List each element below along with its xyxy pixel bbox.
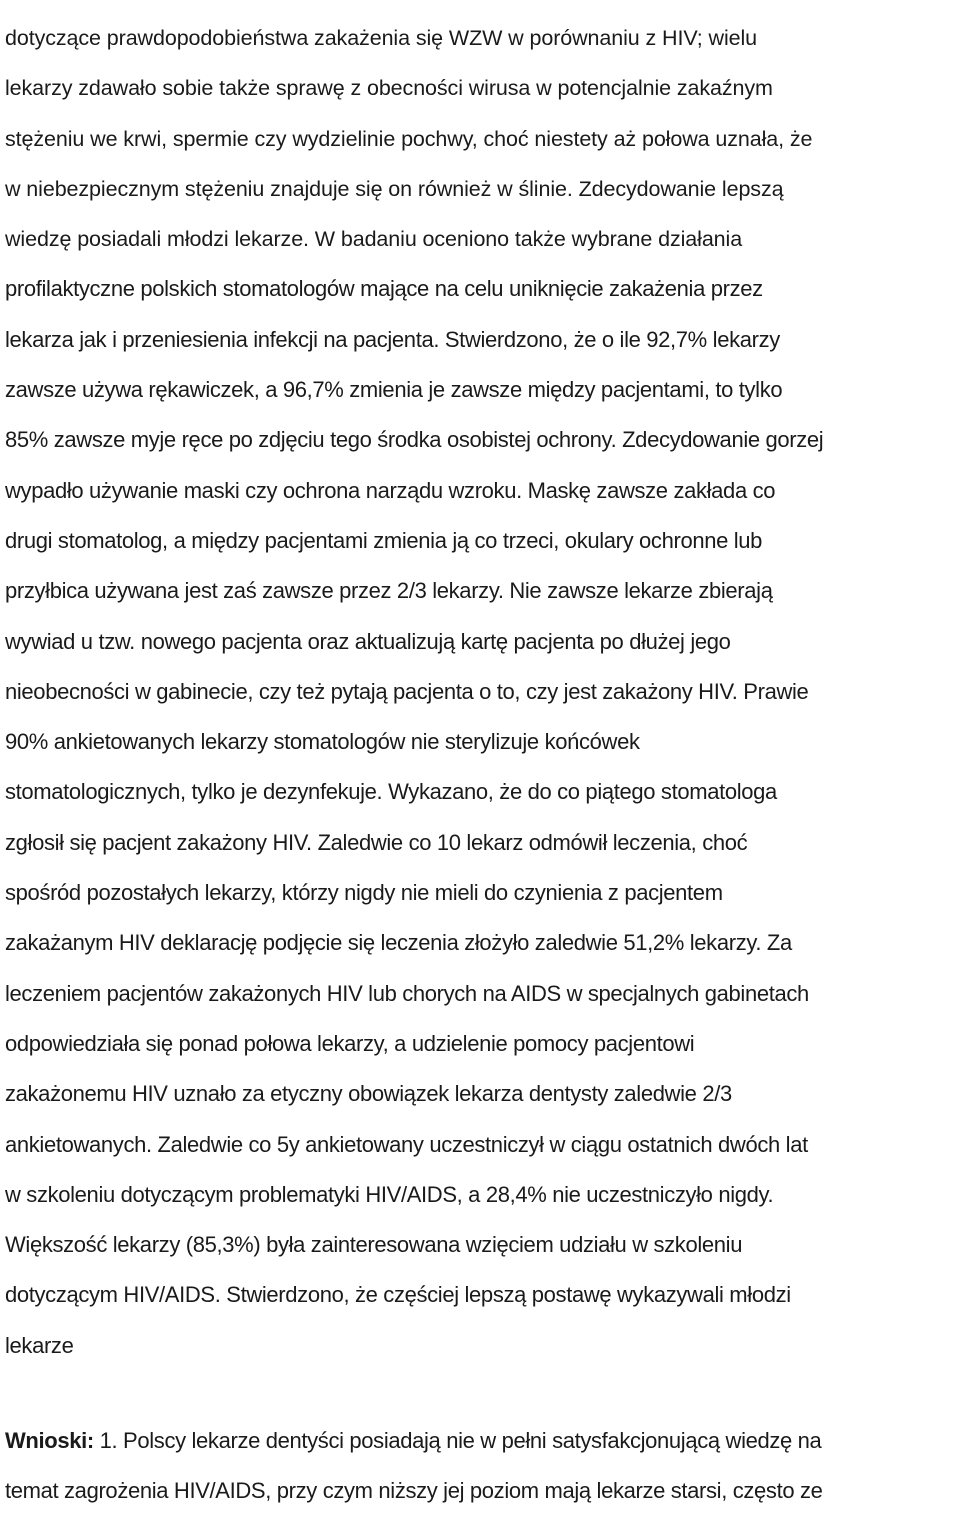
text-line: spośród pozostałych lekarzy, którzy nigdy nie mieli do czynienia z pacjentem — [5, 880, 723, 906]
text-line: lekarza jak i przeniesienia infekcji na pacjenta. Stwierdzono, że o ile 92,7% lekarzy — [5, 326, 780, 352]
text-line: 85% zawsze myje ręce po zdjęciu tego środka osobistej ochrony. Zdecydowanie gorzej — [5, 427, 824, 453]
text-line: dotyczące prawdopodobieństwa zakażenia się WZW w porównaniu z HIV; wielu — [5, 26, 758, 50]
text-line: zgłosił się pacjent zakażony HIV. Zaledwie co 10 lekarz odmówił leczenia, choć — [5, 829, 748, 855]
document-page — [5, 13, 957, 1517]
text-line: lekarze — [5, 1332, 74, 1358]
text-line: wypadło używanie maski czy ochrona narządu wzroku. Maskę zawsze zakłada co — [5, 477, 776, 503]
text-line: profilaktyczne polskich stomatologów mające na celu uniknięcie zakażenia przez — [5, 276, 763, 302]
text-line: zawsze używa rękawiczek, a 96,7% zmienia je zawsze między pacjentami, to tylko — [5, 377, 783, 403]
text-line: lekarzy zdawało sobie także sprawę z obecności wirusa w potencjalnie zakaźnym — [5, 76, 773, 101]
text-line: drugi stomatolog, a między pacjentami zmienia ją co trzeci, okulary ochronne lub — [5, 527, 763, 553]
conclusions-line — [5, 1416, 957, 1466]
text-line: odpowiedziała się ponad połowa lekarzy, a udzielenie pomocy pacjentowi — [5, 1030, 695, 1056]
conclusions-label: Wnioski: — [5, 1428, 94, 1454]
paragraph-spacer — [5, 1371, 957, 1416]
text-line: stężeniu we krwi, spermie czy wydzielinie pochwy, choć niestety aż połowa uznała, że — [5, 126, 813, 151]
text-line: zakażonemu HIV uznało za etyczny obowiązek lekarza dentysty zaledwie 2/3 — [5, 1081, 732, 1107]
conclusions-text: 1. Polscy lekarze dentyści posiadają nie w pełni satysfakcjonującą wiedzę na — [93, 1428, 822, 1454]
text-line: ankietowanych. Zaledwie co 5y ankietowany uczestniczył w ciągu ostatnich dwóch lat — [5, 1131, 808, 1157]
text-line: w szkoleniu dotyczącym problematyki HIV/AIDS, a 28,4% nie uczestniczyło nigdy. — [5, 1181, 774, 1207]
text-line: wiedzę posiadali młodzi lekarze. W badaniu oceniono także wybrane działania — [5, 227, 743, 252]
text-line: stomatologicznych, tylko je dezynfekuje. Wykazano, że do co piątego stomatologa — [5, 779, 777, 805]
text-line: Większość lekarzy (85,3%) była zainteresowana wzięciem udziału w szkoleniu — [5, 1232, 743, 1258]
text-line: nieobecności w gabinecie, czy też pytają pacjenta o to, czy jest zakażony HIV. Prawie — [5, 678, 809, 704]
text-line: wywiad u tzw. nowego pacjenta oraz aktualizują kartę pacjenta po dłużej jego — [5, 628, 731, 654]
conclusions-line: temat zagrożenia HIV/AIDS, przy czym niższy jej poziom mają lekarze starsi, często ze — [5, 1478, 823, 1504]
text-line: dotyczącym HIV/AIDS. Stwierdzono, że częściej lepszą postawę wykazywali młodzi — [5, 1282, 791, 1308]
text-line: w niebezpiecznym stężeniu znajduje się on również w ślinie. Zdecydowanie lepszą — [5, 176, 784, 201]
text-line: przyłbica używana jest zaś zawsze przez 2/3 lekarzy. Nie zawsze lekarze zbierają — [5, 578, 773, 604]
text-line: zakażanym HIV deklarację podjęcie się leczenia złożyło zaledwie 51,2% lekarzy. Za — [5, 930, 792, 956]
text-line: leczeniem pacjentów zakażonych HIV lub chorych na AIDS w specjalnych gabinetach — [5, 980, 809, 1006]
text-line: 90% ankietowanych lekarzy stomatologów nie sterylizuje końcówek — [5, 729, 640, 755]
